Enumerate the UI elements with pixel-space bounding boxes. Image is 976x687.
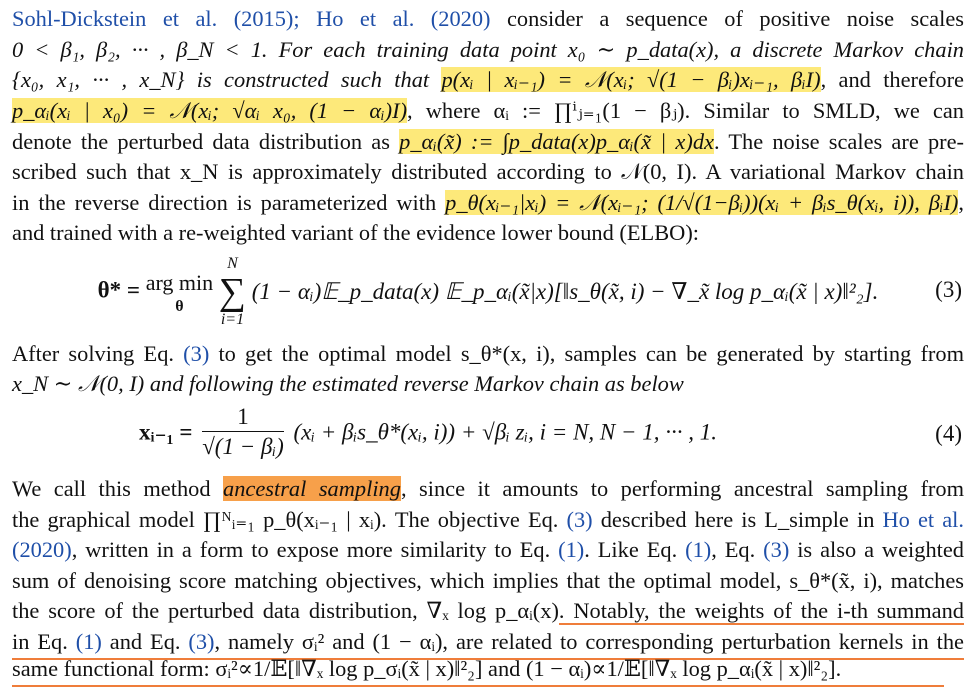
equation-ref-link[interactable]: (3) bbox=[188, 629, 215, 654]
underlined-text: . Notably, the weights of the i-th summand bbox=[558, 598, 964, 623]
p3-line-7: same functional form: σᵢ²∝1/𝔼[‖∇ₓ log p_σᵢ(x̃ | x)‖²₂] and (1 − αᵢ)∝1/𝔼[‖∇ₓ log p_αᵢ(x̃ | x)‖²₂]. bbox=[12, 654, 944, 687]
p1-line-4 bbox=[12, 96, 964, 127]
equation-number-4: (4) bbox=[935, 421, 962, 446]
eq3-sum-top: N bbox=[227, 255, 238, 272]
text: , bbox=[958, 190, 964, 215]
eq4-lhs: xᵢ₋₁ = bbox=[138, 419, 193, 445]
text: and Eq. bbox=[101, 629, 189, 654]
equation-3: θ* = arg min θ N ∑ i=1 (1 − αᵢ)𝔼_p_data(x) 𝔼_p_αᵢ(x̃|x)[‖s_θ(x̃, i) − ∇_x̃ log p_αᵢ(x̃ | x)‖²₂]. (3) bbox=[97, 255, 962, 328]
p1-line-2: 0 < β₁, β₂, ··· , β_N < 1. For each training data point x₀ ∼ p_data(x), a discrete Markov chain bbox=[12, 37, 964, 62]
equation-ref-link[interactable]: (3) bbox=[183, 341, 210, 366]
text: , namely σᵢ² and (1 − αᵢ), are related to corresponding perturbation kernels in the bbox=[214, 629, 964, 654]
text: the score of the perturbed data distribution, ∇ₓ log p_αᵢ(x) bbox=[12, 598, 559, 623]
text: consider a sequence of positive noise scales bbox=[490, 6, 964, 31]
p2-line-2: x_N ∼ 𝒩(0, I) and following the estimated reverse Markov chain as below bbox=[12, 371, 684, 396]
p1-line-8: and trained with a re-weighted variant of the evidence lower bound (ELBO): bbox=[12, 220, 700, 245]
p1-line-7 bbox=[12, 188, 964, 219]
eq3-sum-bottom: i=1 bbox=[220, 311, 245, 328]
equation-ref-link[interactable]: (3) bbox=[763, 537, 790, 562]
text: is also a weighted bbox=[789, 537, 965, 562]
text: After solving Eq. bbox=[12, 341, 184, 366]
text: , and therefore bbox=[820, 67, 964, 92]
text: in the reverse direction is parameterized with bbox=[12, 190, 446, 215]
p3-line-3 bbox=[12, 535, 964, 566]
text: , written in a form to expose more similarity to Eq. bbox=[71, 537, 559, 562]
citation-link[interactable]: Ho et al. bbox=[882, 507, 964, 532]
eq3-argmin-sub: θ bbox=[175, 298, 184, 315]
equation-ref-link[interactable]: (3) bbox=[566, 507, 593, 532]
text: We call this method bbox=[12, 476, 224, 501]
equation-4 bbox=[0, 403, 976, 465]
eq3-lhs: θ* = bbox=[97, 277, 146, 303]
equation-ref-link[interactable]: (1) bbox=[75, 629, 102, 654]
highlighted-formula: p(xᵢ | xᵢ₋₁) = 𝒩(xᵢ; √(1 − βᵢ)xᵢ₋₁, βᵢI) bbox=[441, 67, 821, 92]
p1-line-6: scribed such that x_N is approximately distributed according to 𝒩(0, I). A variational Markov chain bbox=[12, 159, 964, 184]
text: , Eq. bbox=[711, 537, 764, 562]
citation-link[interactable]: Sohl-Dickstein et al. (2015); Ho et al. (2020) bbox=[12, 6, 491, 31]
eq3-body: (1 − αᵢ)𝔼_p_data(x) 𝔼_p_αᵢ(x̃|x)[‖s_θ(x̃, i) − ∇_x̃ log p_αᵢ(x̃ | x)‖²₂]. bbox=[251, 278, 879, 304]
text: . The noise scales are pre- bbox=[713, 129, 964, 154]
p2-line-1 bbox=[12, 339, 964, 370]
text: , where αᵢ := ∏ⁱⱼ₌₁(1 − βⱼ). Similar to SMLD, we can bbox=[407, 98, 964, 123]
text: in Eq. bbox=[12, 629, 76, 654]
citation-link[interactable]: (2020) bbox=[12, 537, 72, 562]
p3-line-4: sum of denoising score matching objectives, which implies that the optimal model, s_θ*(x̃, i), matches bbox=[12, 568, 964, 593]
equation-ref-link[interactable]: (1) bbox=[558, 537, 585, 562]
text: . Like Eq. bbox=[584, 537, 686, 562]
text: {x₀, x₁, ··· , x_N} is constructed such that bbox=[12, 67, 442, 92]
text: to get the optimal model s_θ*(x, i), samples can be generated by starting from bbox=[209, 341, 964, 366]
eq4-body: (xᵢ + βᵢs_θ*(xᵢ, i)) + √βᵢ zᵢ, i = N, N − 1, ··· , 1. bbox=[293, 419, 718, 445]
text: denote the perturbed data distribution as bbox=[12, 129, 400, 154]
p3-line-5 bbox=[12, 596, 964, 627]
highlighted-formula: p_αᵢ(xᵢ | x₀) = 𝒩(xᵢ; √αᵢ x₀, (1 − αᵢ)I) bbox=[12, 98, 408, 123]
p1-line-1 bbox=[12, 4, 964, 35]
highlighted-formula: p_αᵢ(x̃) := ∫p_data(x)p_αᵢ(x̃ | x)dx bbox=[399, 129, 714, 154]
p1-line-3 bbox=[12, 65, 964, 96]
p1-line-5 bbox=[12, 127, 964, 158]
highlighted-term: ancestral sampling bbox=[223, 476, 401, 501]
highlighted-formula: p_θ(xᵢ₋₁|xᵢ) = 𝒩(xᵢ₋₁; (1/√(1−βᵢ))(xᵢ + βᵢs_θ(xᵢ, i)), βᵢI) bbox=[445, 190, 959, 215]
eq3-argmin: arg min bbox=[145, 270, 214, 295]
eq4-frac-den: √(1 − βᵢ) bbox=[202, 434, 284, 459]
eq4-frac-num: 1 bbox=[202, 403, 284, 432]
equation-ref-link[interactable]: (1) bbox=[685, 537, 712, 562]
p3-line-1 bbox=[12, 474, 964, 505]
p3-line-2 bbox=[12, 505, 964, 536]
text: described here is L_simple in bbox=[592, 507, 883, 532]
text: , since it amounts to performing ancestral sampling from bbox=[400, 476, 964, 501]
equation-number-3: (3) bbox=[935, 277, 962, 302]
text: the graphical model ∏ᴺᵢ₌₁ p_θ(xᵢ₋₁ | xᵢ). The objective Eq. bbox=[12, 507, 567, 532]
